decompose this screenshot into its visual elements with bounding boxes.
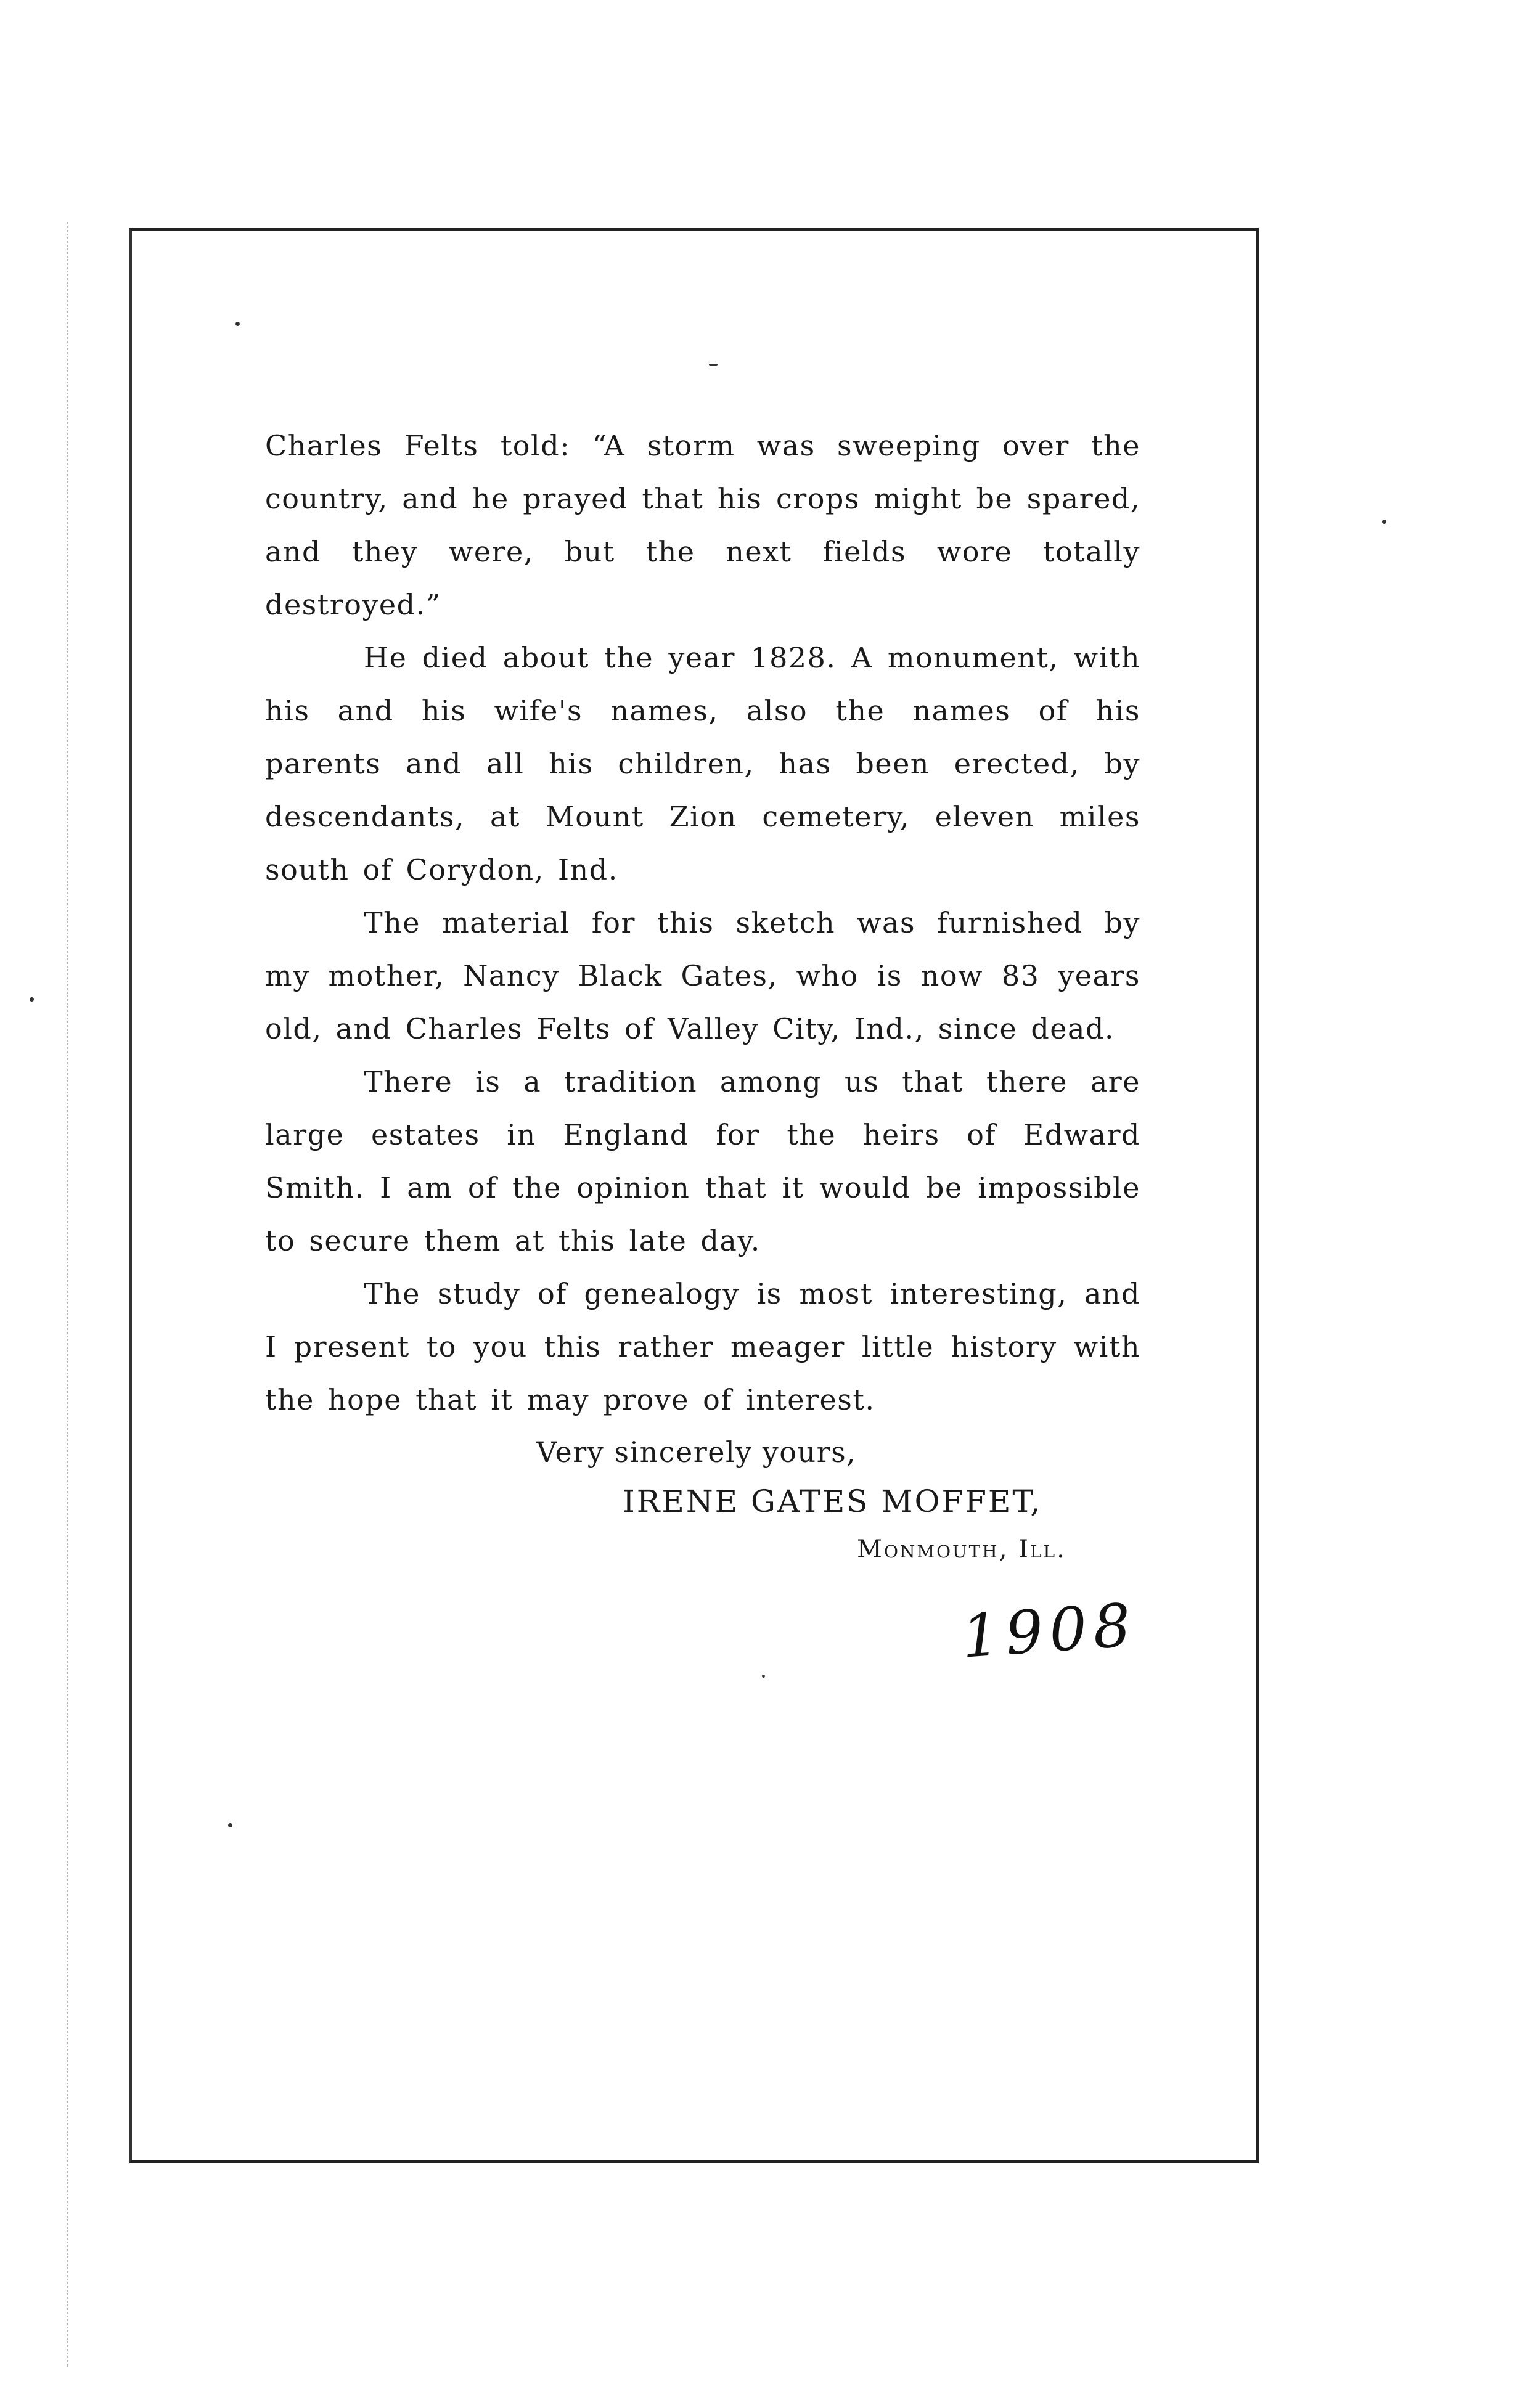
signature-name: IRENE GATES MOFFET, bbox=[623, 1484, 1042, 1519]
scan-speck bbox=[1382, 520, 1386, 524]
signature-place: Monmouth, Ill. bbox=[857, 1535, 1066, 1564]
paragraph: The material for this sketch was furnished by my mother, Nancy Black Gates, who is now 83 years old, and Charles Felts of Valley City, Ind., since dead. bbox=[265, 906, 1140, 1045]
handwritten-year: 1908 bbox=[959, 1590, 1139, 1671]
scan-speck bbox=[30, 997, 34, 1002]
paragraph: Charles Felts told: “A storm was sweeping over the country, and he prayed that his crops might be spared, and they were, but the next fields wore totally destroyed.” bbox=[265, 429, 1140, 621]
paragraph: He died about the year 1828. A monument, with his and his wife's names, also the names of his parents and all his children, has been erected, by descendants, at Mount Zion cemetery, eleven miles south of Corydon, Ind. bbox=[265, 641, 1140, 886]
scan-speck bbox=[228, 1823, 232, 1827]
scan-edge-marks bbox=[67, 222, 81, 2367]
paragraph: The study of genealogy is most interesting, and I present to you this rather meager little history with the hope that it may prove of interest. bbox=[265, 1277, 1140, 1416]
paragraph: There is a tradition among us that there are large estates in England for the heirs of Edward Smith. I am of the opinion that it would be impossible to secure them at this late day. bbox=[265, 1065, 1140, 1257]
scan-speck bbox=[235, 322, 240, 326]
scan-speck bbox=[762, 1675, 765, 1678]
scan-speck bbox=[709, 364, 718, 366]
letter-body bbox=[265, 419, 1140, 1573]
closing-line: Very sincerely yours, bbox=[536, 1435, 857, 1469]
